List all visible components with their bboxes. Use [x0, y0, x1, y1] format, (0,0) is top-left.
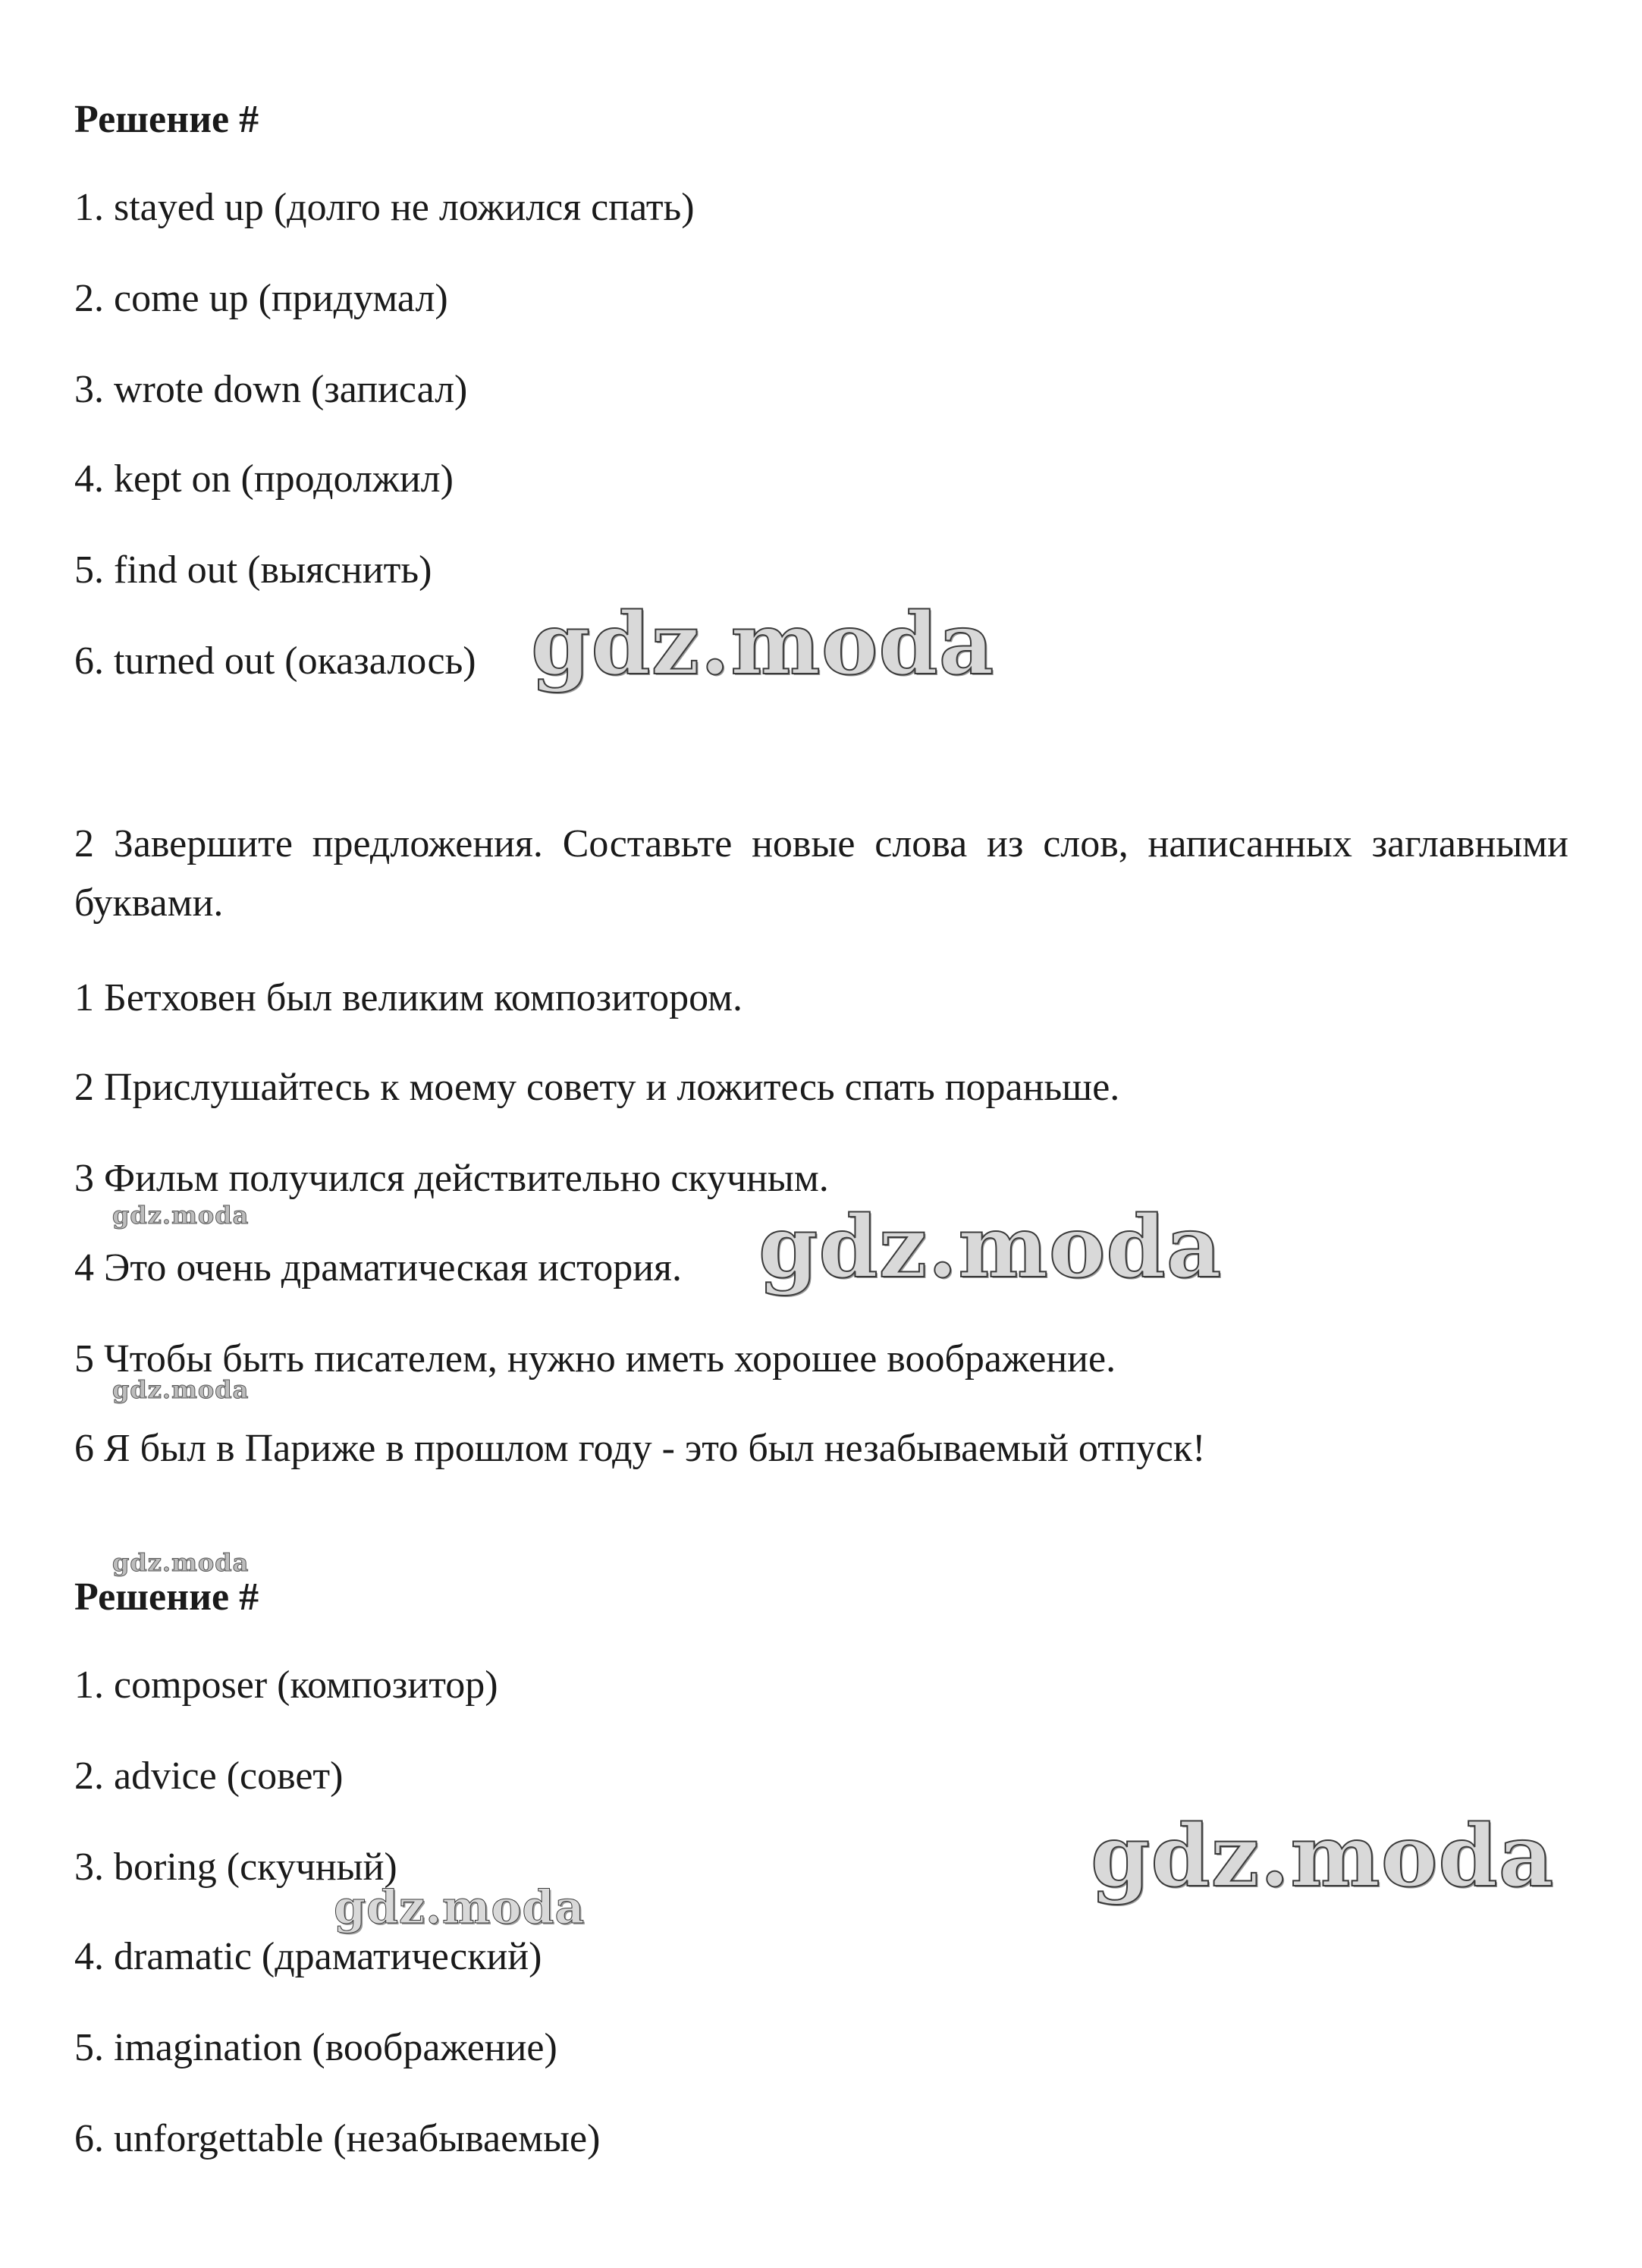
- watermark-logo: gdz.moda: [112, 1375, 250, 1404]
- watermark-logo: gdz.moda: [531, 595, 995, 694]
- task-sentence-5: 5 Чтобы быть писателем, нужно иметь хорошее воображение.: [74, 1337, 1116, 1381]
- solution-2-item-5: 5. imagination (воображение): [74, 2026, 557, 2069]
- solution-1-heading: Решение #: [74, 98, 259, 141]
- solution-1-item-2: 2. come up (придумал): [74, 277, 448, 320]
- solution-2-item-1: 1. composer (композитор): [74, 1663, 498, 1707]
- task-sentence-6: 6 Я был в Париже в прошлом году - это был незабываемый отпуск!: [74, 1427, 1206, 1470]
- solution-1-item-5: 5. find out (выяснить): [74, 548, 432, 592]
- solution-2-item-6: 6. unforgettable (незабываемые): [74, 2117, 601, 2160]
- watermark-logo: gdz.moda: [112, 1201, 250, 1230]
- solution-2-item-3: 3. boring (скучный): [74, 1845, 397, 1889]
- task-sentence-4: 4 Это очень драматическая история.: [74, 1246, 682, 1289]
- solution-1-item-6: 6. turned out (оказалось): [74, 639, 476, 683]
- solution-2-heading: Решение #: [74, 1575, 259, 1619]
- watermark-logo: gdz.moda: [112, 1548, 250, 1577]
- solution-2-item-4: 4. dramatic (драматический): [74, 1935, 542, 1978]
- solution-1-item-3: 3. wrote down (записал): [74, 368, 468, 411]
- task-sentence-2: 2 Прислушайтесь к моему совету и ложитесь спать пораньше.: [74, 1066, 1120, 1109]
- watermark-logo: gdz.moda: [334, 1881, 586, 1934]
- watermark-logo: gdz.moda: [1091, 1807, 1555, 1906]
- task-2-instruction: 2 Завершите предложения. Составьте новые слова из слов, написанных заглавными буквами.: [74, 822, 1568, 925]
- solution-2-item-2: 2. advice (совет): [74, 1754, 344, 1798]
- task-sentence-3: 3 Фильм получился действительно скучным.: [74, 1157, 829, 1200]
- solution-1-item-1: 1. stayed up (долго не ложился спать): [74, 186, 695, 229]
- solution-1-item-4: 4. kept on (продолжил): [74, 457, 454, 501]
- task-sentence-1: 1 Бетховен был великим композитором.: [74, 976, 743, 1019]
- watermark-logo: gdz.moda: [758, 1198, 1223, 1297]
